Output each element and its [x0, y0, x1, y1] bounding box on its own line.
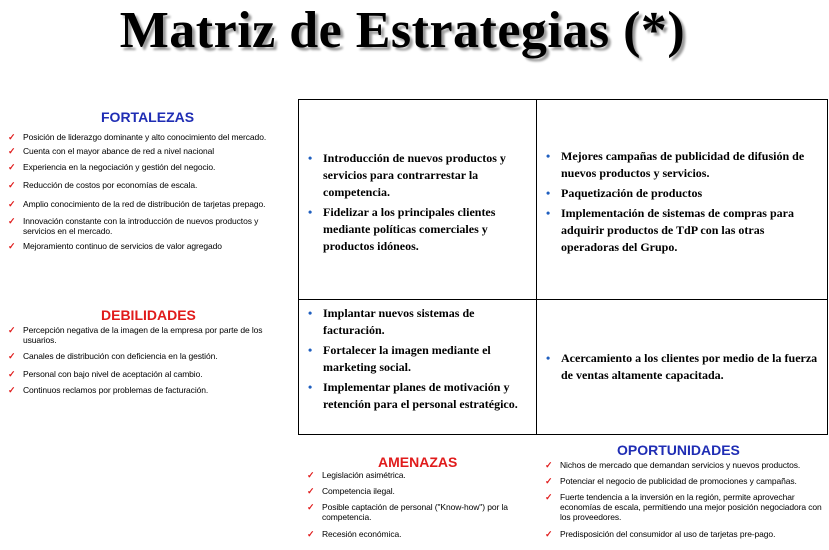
list-item-text: Nichos de mercado que demandan servicios y nuevos productos. — [560, 460, 801, 470]
list-item-text: Predisposición del consumidor al uso de tarjetas pre-pago. — [560, 529, 776, 539]
checkmark-icon: ✓ — [8, 199, 16, 209]
list-item-text: Percepción negativa de la imagen de la empresa por parte de los usuarios. — [23, 325, 263, 345]
list-item-text: Personal con bajo nivel de aceptación al cambio. — [23, 369, 203, 379]
list-item — [543, 476, 825, 486]
list-item-text: Innovación constante con la introducción de nuevos productos y servicios en el mercado. — [23, 216, 259, 236]
checkmark-icon: ✓ — [8, 351, 16, 361]
bullet-icon: • — [546, 206, 551, 220]
list-item — [6, 180, 276, 190]
list-item — [6, 241, 276, 251]
list-item-text: Posible captación de personal ("Know-how") por la competencia. — [322, 502, 508, 522]
strategy-item-text: Introducción de nuevos productos y servicios para contrarrestar la competencia. — [323, 151, 506, 199]
list-item — [543, 529, 825, 539]
list-item-text: Amplio conocimiento de la red de distribución de tarjetas prepago. — [23, 199, 266, 209]
checkmark-icon: ✓ — [8, 385, 16, 395]
list-item — [6, 132, 276, 142]
list-item — [305, 470, 530, 480]
strategy-item — [545, 185, 823, 202]
bullet-icon: • — [546, 351, 551, 365]
bullet-icon: • — [308, 205, 313, 219]
checkmark-icon: ✓ — [307, 529, 315, 539]
strategy-item-text: Fortalecer la imagen mediante el marketing social. — [323, 343, 491, 374]
bullet-icon: • — [546, 186, 551, 200]
list-item-text: Cuenta con el mayor abance de red a nivel nacional — [23, 146, 215, 156]
list-item — [6, 199, 276, 209]
strategy-item — [307, 379, 529, 413]
list-item — [6, 385, 282, 395]
checkmark-icon: ✓ — [545, 460, 553, 470]
oportunidades-heading: OPORTUNIDADES — [617, 442, 740, 458]
bullet-icon: • — [546, 149, 551, 163]
list-item-text: Posición de liderazgo dominante y alto conocimiento del mercado. — [23, 132, 267, 142]
checkmark-icon: ✓ — [307, 502, 315, 512]
list-item-text: Fuerte tendencia a la inversión en la región, permite aprovechar economías de escala, permitiendo una mejor posición negociadora con los proveedores. — [560, 492, 822, 522]
strategy-item — [545, 205, 823, 256]
checkmark-icon: ✓ — [545, 529, 553, 539]
strategy-item-text: Acercamiento a los clientes por medio de la fuerza de ventas altamente capacitada. — [561, 351, 818, 382]
strategy-item — [307, 204, 529, 255]
list-item-text: Mejoramiento continuo de servicios de valor agregado — [23, 241, 222, 251]
strategy-item — [545, 148, 823, 182]
list-item-text: Legislación asimétrica. — [322, 470, 406, 480]
checkmark-icon: ✓ — [545, 492, 553, 502]
list-item-text: Experiencia en la negociación y gestión del negocio. — [23, 162, 216, 172]
matrix-divider-vertical — [536, 99, 537, 435]
fortalezas-heading: FORTALEZAS — [101, 109, 195, 125]
amenazas-list — [305, 470, 530, 539]
quadrant-fa-list — [545, 148, 823, 259]
list-item-text: Continuos reclamos por problemas de facturación. — [23, 385, 209, 395]
matrix-divider-horizontal — [298, 299, 828, 300]
checkmark-icon: ✓ — [307, 470, 315, 480]
checkmark-icon: ✓ — [8, 369, 16, 379]
list-item — [6, 351, 282, 361]
strategy-item-text: Mejores campañas de publicidad de difusión de nuevos productos y servicios. — [561, 149, 805, 180]
debilidades-list — [6, 325, 282, 395]
list-item-text: Recesión económica. — [322, 529, 402, 539]
strategy-item-text: Implementación de sistemas de compras para adquirir productos de TdP con las otras operadoras del Grupo. — [561, 206, 794, 254]
quadrant-da-list — [545, 350, 823, 387]
checkmark-icon: ✓ — [8, 132, 16, 142]
list-item-text: Competencia ilegal. — [322, 486, 395, 496]
fortalezas-list — [6, 132, 276, 251]
strategy-item — [545, 350, 823, 384]
list-item — [543, 492, 825, 522]
bullet-icon: • — [308, 380, 313, 394]
checkmark-icon: ✓ — [8, 180, 16, 190]
quadrant-do-list — [307, 305, 529, 416]
list-item — [6, 325, 282, 345]
checkmark-icon: ✓ — [8, 162, 16, 172]
bullet-icon: • — [308, 343, 313, 357]
checkmark-icon: ✓ — [8, 241, 16, 251]
quadrant-fo-list — [307, 150, 529, 258]
list-item — [6, 216, 276, 236]
checkmark-icon: ✓ — [307, 486, 315, 496]
checkmark-icon: ✓ — [8, 216, 16, 226]
list-item — [6, 369, 282, 379]
list-item-text: Potenciar el negocio de publicidad de promociones y campañas. — [560, 476, 797, 486]
checkmark-icon: ✓ — [545, 476, 553, 486]
list-item — [6, 162, 276, 172]
list-item — [305, 529, 530, 539]
list-item-text: Canales de distribución con deficiencia en la gestión. — [23, 351, 218, 361]
list-item-text: Reducción de costos por economías de escala. — [23, 180, 198, 190]
bullet-icon: • — [308, 151, 313, 165]
debilidades-heading: DEBILIDADES — [101, 307, 196, 323]
bullet-icon: • — [308, 306, 313, 320]
checkmark-icon: ✓ — [8, 146, 16, 156]
list-item — [305, 486, 530, 496]
strategy-item — [307, 342, 529, 376]
amenazas-heading: AMENAZAS — [378, 454, 458, 470]
list-item — [305, 502, 530, 522]
oportunidades-list — [543, 460, 825, 539]
strategy-item-text: Fidelizar a los principales clientes mediante políticas comerciales y productos idóneos. — [323, 205, 496, 253]
strategy-item-text: Implementar planes de motivación y retención para el personal estratégico. — [323, 380, 518, 411]
checkmark-icon: ✓ — [8, 325, 16, 335]
strategy-item-text: Implantar nuevos sistemas de facturación. — [323, 306, 475, 337]
strategy-item-text: Paquetización de productos — [561, 186, 703, 200]
strategy-item — [307, 305, 529, 339]
page-title: Matriz de Estrategias (*) — [119, 2, 686, 59]
list-item — [6, 146, 276, 156]
list-item — [543, 460, 825, 470]
strategy-item — [307, 150, 529, 201]
